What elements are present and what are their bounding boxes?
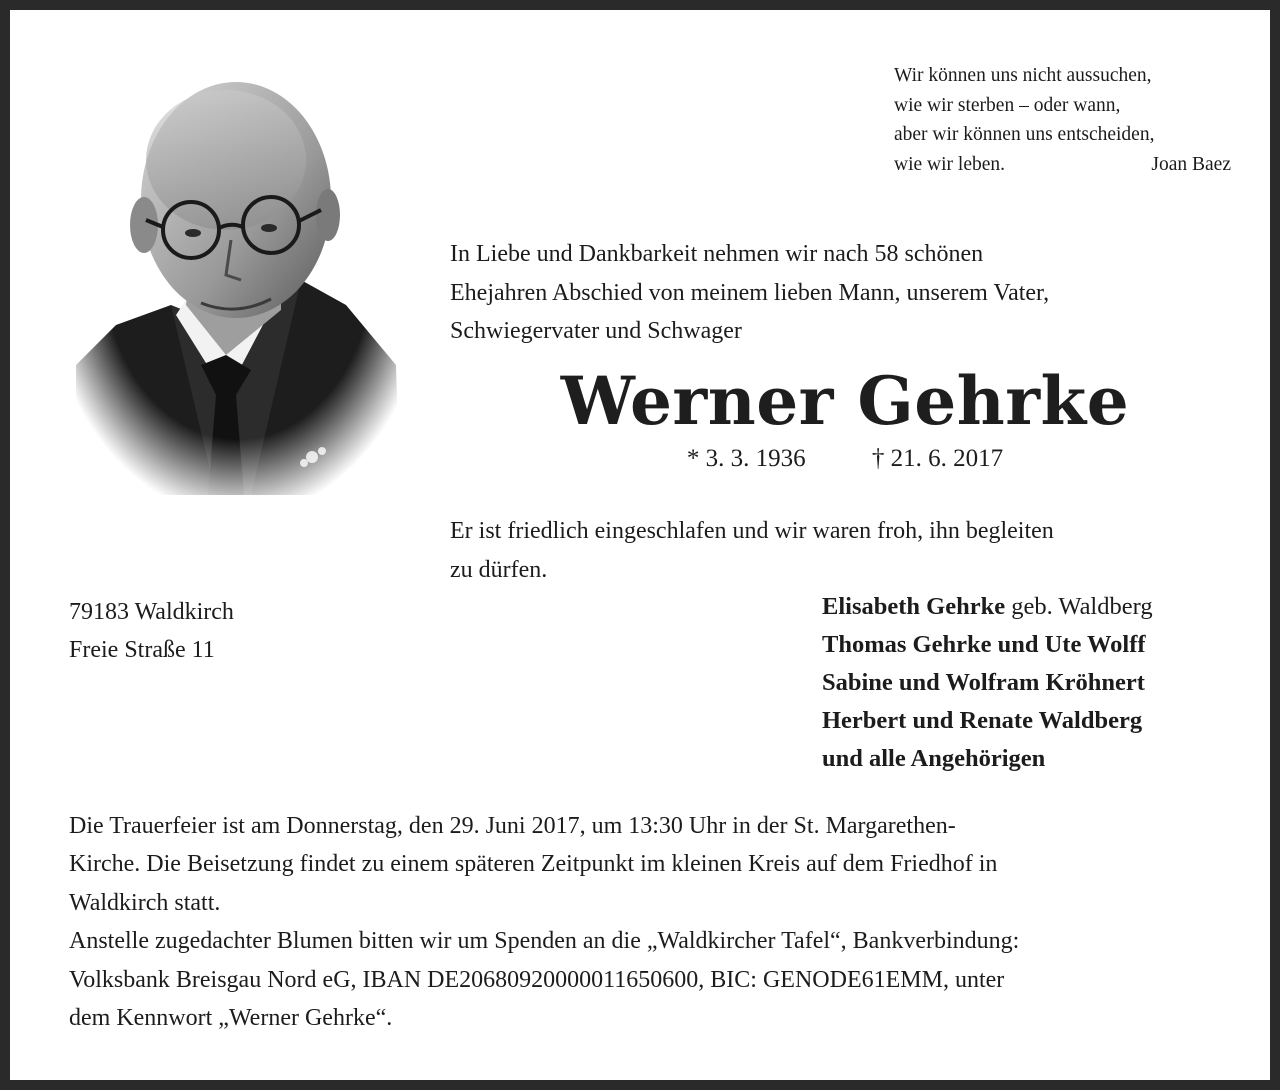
- quote-line: wie wir sterben – oder wann,: [894, 94, 1121, 116]
- mourner-name: Sabine und Wolfram Kröhnert: [822, 669, 1145, 696]
- mourner-line: [822, 664, 1153, 702]
- quote-block: [894, 61, 1234, 179]
- intro-text: [450, 235, 1240, 351]
- quote-line: wie wir leben.: [894, 153, 1006, 175]
- quote-line: aber wir können uns entscheiden,: [894, 124, 1155, 145]
- closing-line: Er ist friedlich eingeschlafen und wir waren froh, ihn begleiten: [450, 518, 1054, 544]
- portrait-photo: [76, 65, 400, 495]
- mourner-line: [822, 702, 1153, 740]
- mourner-line: [822, 740, 1153, 778]
- notice-line: Waldkirch statt.: [69, 889, 221, 916]
- quote-author: Joan Baez: [1151, 153, 1231, 175]
- notice-line: Anstelle zugedachter Blumen bitten wir um Spenden an die „Waldkircher Tafel“, Bankverbindung:: [69, 928, 1020, 955]
- mourners-list: [822, 588, 1153, 778]
- intro-line: Ehejahren Abschied von meinem lieben Mann, unserem Vater,: [450, 279, 1050, 306]
- intro-line: In Liebe und Dankbarkeit nehmen wir nach 58 schönen: [450, 241, 984, 267]
- mourner-name: Elisabeth Gehrke: [822, 593, 1006, 620]
- mourner-name: Herbert und Renate Waldberg: [822, 707, 1143, 734]
- address-street: Freie Straße 11: [69, 637, 215, 663]
- mourner-line: [822, 588, 1153, 626]
- closing-text: [450, 512, 1240, 589]
- quote-line: Wir können uns nicht aussuchen,: [894, 65, 1152, 86]
- mourner-name: und alle Angehörigen: [822, 745, 1046, 772]
- address-city: 79183 Waldkirch: [69, 599, 234, 625]
- family-address: [69, 593, 234, 669]
- mourner-maiden-name: geb. Waldberg: [1011, 593, 1153, 620]
- closing-line: zu dürfen.: [450, 556, 548, 583]
- deceased-name: Werner Gehrke: [560, 362, 1130, 440]
- quote-last-line: [894, 150, 1231, 180]
- death-date: † 21. 6. 2017: [871, 445, 1004, 472]
- mourner-line: [822, 626, 1153, 664]
- notice-line: Kirche. Die Beisetzung findet zu einem späteren Zeitpunkt im kleinen Kreis auf dem Friedhof in: [69, 851, 998, 878]
- birth-date: * 3. 3. 1936: [686, 445, 806, 472]
- life-dates: [450, 445, 1240, 473]
- notice-line: Volksbank Breisgau Nord eG, IBAN DE20680920000011650600, BIC: GENODE61EMM, unter: [69, 966, 1005, 993]
- mourner-name: Thomas Gehrke und Ute Wolff: [822, 631, 1146, 658]
- notice-line: dem Kennwort „Werner Gehrke“.: [69, 1005, 393, 1032]
- funeral-notice: [69, 807, 1232, 1037]
- notice-line: Die Trauerfeier ist am Donnerstag, den 29. Juni 2017, um 13:30 Uhr in der St. Margarethen-: [69, 813, 956, 839]
- intro-line: Schwiegervater und Schwager: [450, 318, 742, 344]
